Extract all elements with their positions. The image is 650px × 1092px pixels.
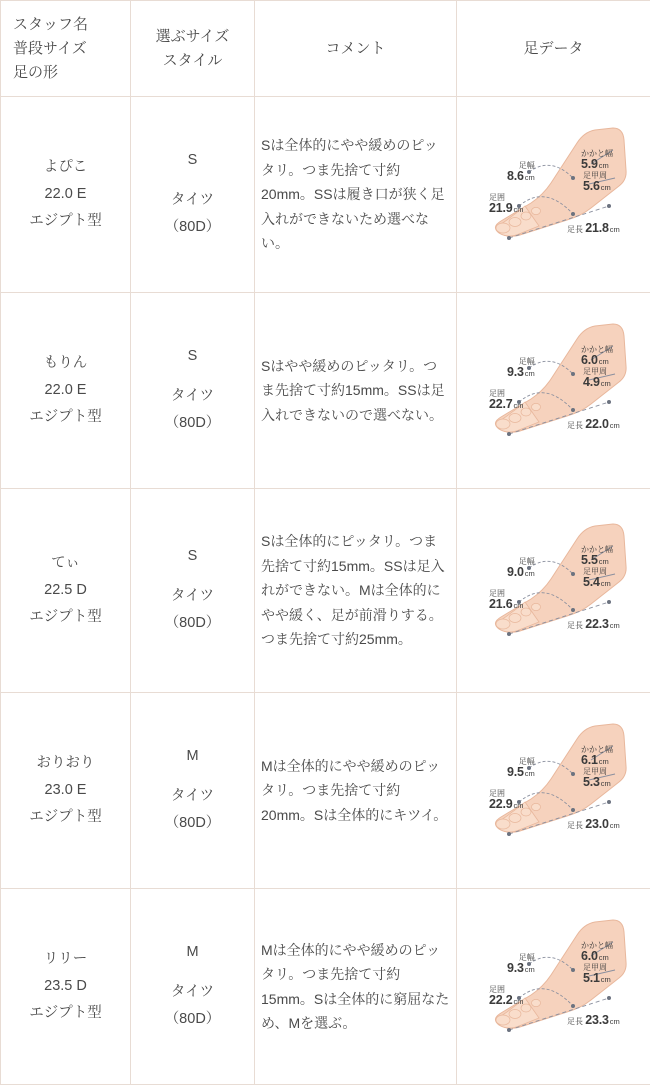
unit-kakatohaba: cm [598,757,609,767]
style-denier: （80D） [164,1011,221,1028]
unit-ashihaba: cm [524,173,535,183]
label-ashikoushuu [583,964,611,987]
label-ashihaba [507,758,535,781]
value-ashihaba: 9.0 [507,565,524,580]
value-ashikoushuu: 5.1 [583,971,600,986]
label-ashihaba-text: 足幅 [518,160,535,170]
cell-size [131,293,255,489]
value-ashikoushuu: 5.6 [583,179,600,194]
label-ashikoushuu-text: 足甲周 [583,170,607,180]
staff-name: リリー [43,951,88,968]
label-ashinaga-text: 足長 [567,820,583,830]
header-line-usual-size: 普段サイズ [13,39,87,57]
cell-comment: Sは全体的にやや緩めのピッタリ。つま先捨て寸約20mm。SSは履き口が狭く足入れができないため選べない。 [255,97,457,293]
staff-foot-type: エジプト型 [29,212,102,229]
staff-name: よぴこ [43,159,88,176]
value-kakatohaba: 6.0 [581,353,598,368]
cell-foot-data [457,293,650,489]
value-ashihaba: 9.3 [507,365,524,380]
label-ashihaba-text: 足幅 [518,556,535,566]
cell-staff [1,293,131,489]
cell-staff [1,489,131,693]
label-kakatohaba-text: かかと幅 [581,344,613,354]
cell-staff [1,693,131,889]
staff-name: てぃ [51,555,80,572]
unit-ashii: cm [513,205,524,215]
value-ashinaga: 22.3 [585,616,609,631]
cell-staff [1,889,131,1085]
staff-usual-size: 22.0 E [44,186,87,203]
unit-kakatohaba: cm [598,161,609,171]
unit-ashinaga: cm [609,620,620,630]
label-kakatohaba [581,346,613,369]
label-ashihaba-text: 足幅 [518,756,535,766]
label-ashihaba [507,558,535,581]
staff-foot-type: エジプト型 [29,408,102,425]
unit-ashinaga: cm [609,1016,620,1026]
label-ashihaba [507,162,535,185]
unit-ashikoushuu: cm [600,779,611,789]
cell-comment: Sは全体的にピッタリ。つま先捨て寸約15mm。SSは足入れができない。Mは全体的にやや緩く、足が前滑りする。つま先捨て寸約25mm。 [255,489,457,693]
spacer [137,771,248,783]
cell-foot-data [457,693,650,889]
label-ashii [489,390,524,413]
value-ashii: 21.6 [489,597,513,612]
foot-diagram [463,110,650,280]
label-ashikoushuu-text: 足甲周 [583,366,607,376]
unit-ashinaga: cm [609,820,620,830]
staff-foot-type: エジプト型 [29,1004,102,1021]
staff-foot-type: エジプト型 [29,608,102,625]
label-ashii-text: 足囲 [489,984,505,994]
table-header-row [1,1,650,97]
label-ashinaga [567,418,620,432]
label-ashii-text: 足囲 [489,588,505,598]
cell-size [131,693,255,889]
label-ashikoushuu-text: 足甲周 [583,566,607,576]
table-row [1,97,650,293]
style-name: タイツ [170,191,215,208]
staff-name: もりん [43,355,88,372]
cell-comment: Mは全体的にやや緩めのピッタリ。つま先捨て寸約15mm。Sは全体的に窮屈なため、Mを選ぶ。 [255,889,457,1085]
label-ashii-text: 足囲 [489,192,505,202]
label-kakatohaba-text: かかと幅 [581,940,613,950]
spacer [137,371,248,383]
value-kakatohaba: 6.1 [581,753,598,768]
label-ashinaga [567,1014,620,1028]
label-ashinaga-text: 足長 [567,620,583,630]
value-kakatohaba: 5.5 [581,553,598,568]
value-ashihaba: 9.3 [507,961,524,976]
header-line-style: スタイル [162,51,223,69]
cell-comment: Mは全体的にやや緩めのピッタリ。つま先捨て寸約20mm。Sは全体的にキツイ。 [255,693,457,889]
table-row [1,889,650,1085]
unit-ashii: cm [513,997,524,1007]
staff-usual-size: 22.0 E [44,382,87,399]
value-kakatohaba: 5.9 [581,157,598,172]
label-ashikoushuu [583,568,611,591]
chosen-size: S [187,548,198,565]
header-line-choose-size: 選ぶサイズ [155,28,230,46]
label-kakatohaba [581,746,613,769]
value-ashinaga: 22.0 [585,416,609,431]
label-ashikoushuu [583,368,611,391]
foot-diagram [463,902,650,1072]
unit-ashihaba: cm [524,965,535,975]
unit-ashikoushuu: cm [600,975,611,985]
column-header-size [131,1,255,97]
label-ashinaga [567,222,620,236]
unit-ashikoushuu: cm [600,579,611,589]
unit-ashii: cm [513,801,524,811]
cell-comment: Sはやや緩めのピッタリ。つま先捨て寸約15mm。SSは足入れできないので選べない。 [255,293,457,489]
table-body [1,97,650,1085]
spacer [137,967,248,979]
staff-foot-type: エジプト型 [29,808,102,825]
cell-size [131,889,255,1085]
label-ashikoushuu [583,768,611,791]
spacer [137,175,248,187]
cell-staff [1,97,131,293]
table-head [1,1,650,97]
label-ashii-text: 足囲 [489,788,505,798]
chosen-size: S [187,348,198,365]
style-denier: （80D） [164,219,221,236]
unit-ashii: cm [513,401,524,411]
value-ashinaga: 23.0 [585,816,609,831]
label-ashinaga-text: 足長 [567,1016,583,1026]
header-line-foot-type: 足の形 [13,63,59,81]
value-ashii: 22.9 [489,797,513,812]
label-kakatohaba-text: かかと幅 [581,148,613,158]
unit-ashikoushuu: cm [600,379,611,389]
label-ashihaba-text: 足幅 [518,952,535,962]
chosen-size: M [186,944,199,961]
unit-kakatohaba: cm [598,953,609,963]
label-ashii [489,590,524,613]
cell-foot-data [457,889,650,1085]
label-ashikoushuu-text: 足甲周 [583,962,607,972]
value-ashinaga: 21.8 [585,220,609,235]
value-ashii: 22.7 [489,397,513,412]
column-header-comment: コメント [255,1,457,97]
cell-size [131,489,255,693]
unit-ashihaba: cm [524,769,535,779]
style-denier: （80D） [164,615,221,632]
unit-ashii: cm [513,601,524,611]
label-kakatohaba-text: かかと幅 [581,544,613,554]
unit-ashinaga: cm [609,420,620,430]
label-ashihaba-text: 足幅 [518,356,535,366]
column-header-foot-data: 足データ [457,1,650,97]
staff-usual-size: 22.5 D [44,582,87,599]
value-ashikoushuu: 5.3 [583,775,600,790]
foot-diagram [463,706,650,876]
label-ashihaba [507,954,535,977]
value-ashikoushuu: 4.9 [583,375,600,390]
cell-foot-data [457,489,650,693]
label-ashii-text: 足囲 [489,388,505,398]
label-kakatohaba [581,942,613,965]
label-ashikoushuu [583,172,611,195]
spacer [137,571,248,583]
label-ashii [489,194,524,217]
style-name: タイツ [170,387,215,404]
style-denier: （80D） [164,415,221,432]
style-denier: （80D） [164,815,221,832]
value-ashii: 21.9 [489,201,513,216]
cell-size [131,97,255,293]
cell-foot-data [457,97,650,293]
style-name: タイツ [170,787,215,804]
value-ashii: 22.2 [489,993,513,1008]
unit-kakatohaba: cm [598,557,609,567]
value-ashihaba: 8.6 [507,169,524,184]
label-ashikoushuu-text: 足甲周 [583,766,607,776]
unit-kakatohaba: cm [598,357,609,367]
style-name: タイツ [170,983,215,1000]
staff-usual-size: 23.0 E [44,782,87,799]
value-ashikoushuu: 5.4 [583,575,600,590]
staff-usual-size: 23.5 D [44,978,87,995]
value-ashihaba: 9.5 [507,765,524,780]
value-ashinaga: 23.3 [585,1012,609,1027]
unit-ashinaga: cm [609,224,620,234]
chosen-size: S [187,152,198,169]
foot-diagram [463,306,650,476]
chosen-size: M [186,748,199,765]
table-row [1,693,650,889]
label-kakatohaba [581,546,613,569]
unit-ashikoushuu: cm [600,183,611,193]
table-row [1,489,650,693]
staff-name: おりおり [36,755,95,772]
unit-ashihaba: cm [524,369,535,379]
label-ashinaga [567,818,620,832]
style-name: タイツ [170,587,215,604]
label-kakatohaba [581,150,613,173]
header-line-staff-name: スタッフ名 [13,15,89,33]
column-header-staff [1,1,131,97]
label-ashii [489,986,524,1009]
label-kakatohaba-text: かかと幅 [581,744,613,754]
label-ashihaba [507,358,535,381]
value-kakatohaba: 6.0 [581,949,598,964]
label-ashinaga-text: 足長 [567,420,583,430]
foot-diagram [463,506,650,676]
table-row [1,293,650,489]
label-ashinaga-text: 足長 [567,224,583,234]
unit-ashihaba: cm [524,569,535,579]
label-ashinaga [567,618,620,632]
label-ashii [489,790,524,813]
